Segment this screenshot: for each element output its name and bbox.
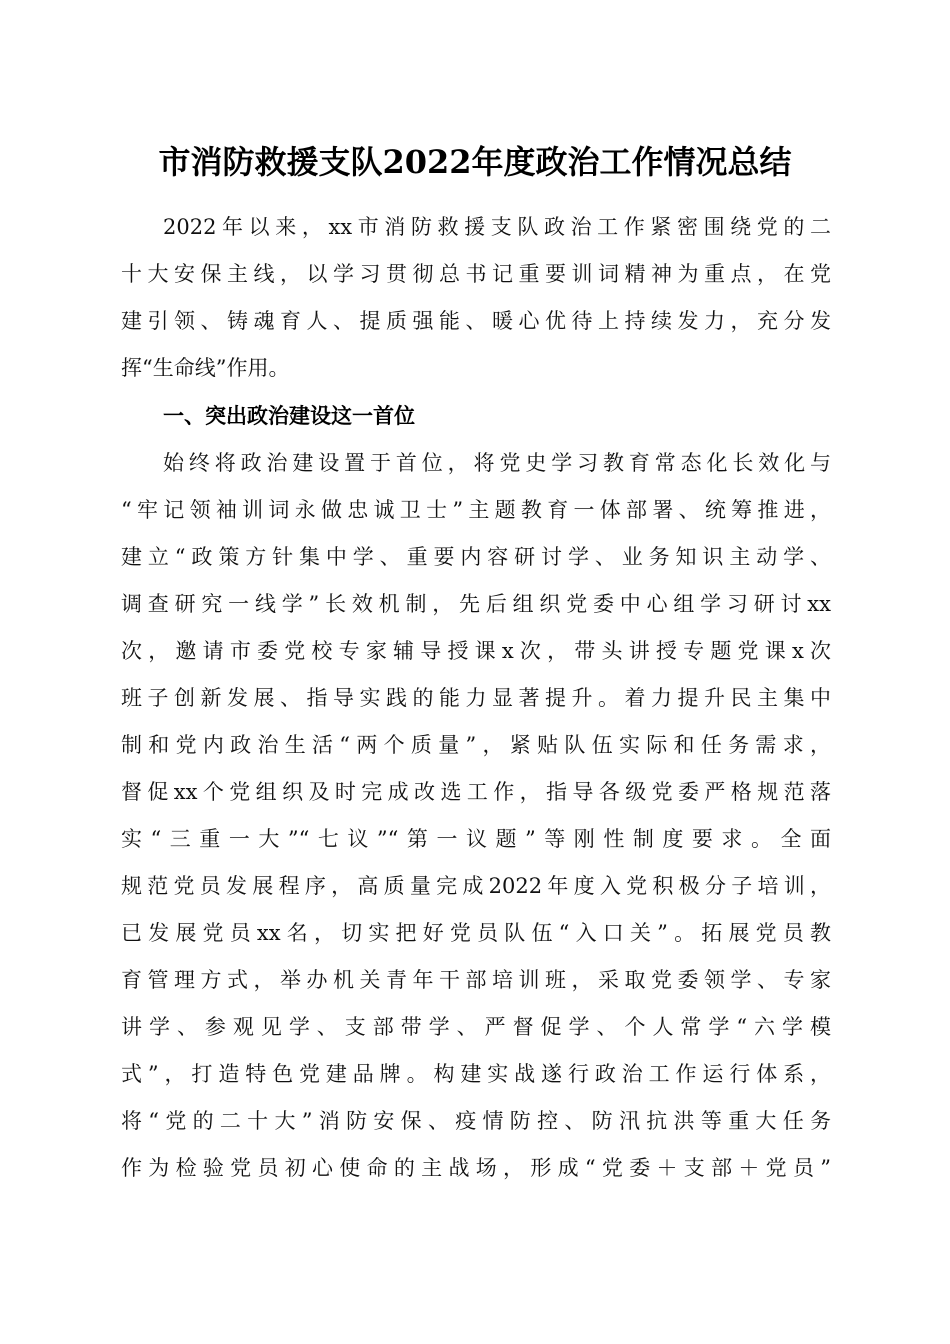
body-line: 讲学、参观见学、支部带学、严督促学、个人常学“六学模: [121, 1015, 831, 1039]
intro-line: 挥“生命线”作用。: [121, 356, 290, 380]
intro-line: 十大安保主线，以学习贯彻总书记重要训词精神为重点，在党: [121, 262, 831, 286]
body-line: 将“党的二十大”消防安保、疫情防控、防汛抗洪等重大任务: [121, 1109, 831, 1133]
body-line: 建立“政策方针集中学、重要内容研讨学、业务知识主动学、: [121, 545, 831, 569]
body-line: 已发展党员xx名，切实把好党员队伍“入口关”。拓展党员教: [121, 921, 831, 945]
body-line: 育管理方式，举办机关青年干部培训班，采取党委领学、专家: [121, 968, 831, 992]
body-line: 始终将政治建设置于首位，将党史学习教育常态化长效化与: [163, 451, 831, 475]
body-line: 实“三重一大”“七议”“第一议题”等刚性制度要求。全面: [121, 827, 831, 851]
intro-line: 2022年以来，xx市消防救援支队政治工作紧密围绕党的二: [163, 215, 831, 239]
body-line: 作为检验党员初心使命的主战场，形成“党委＋支部＋党员”: [121, 1156, 831, 1180]
body-line: 式”，打造特色党建品牌。构建实战遂行政治工作运行体系，: [121, 1062, 831, 1086]
body-line: 规范党员发展程序，高质量完成2022年度入党积极分子培训，: [121, 874, 831, 898]
document-title: 市消防救援支队2022年度政治工作情况总结: [158, 143, 792, 181]
body-line: 调查研究一线学”长效机制，先后组织党委中心组学习研讨xx: [121, 592, 831, 616]
body-line: 督促xx个党组织及时完成改选工作，指导各级党委严格规范落: [121, 780, 831, 804]
section-heading: 一、突出政治建设这一首位: [163, 404, 415, 428]
body-line: 次，邀请市委党校专家辅导授课x次，带头讲授专题党课x次: [121, 639, 831, 663]
body-line: “牢记领袖训词永做忠诚卫士”主题教育一体部署、统筹推进，: [121, 498, 831, 522]
body-line: 制和党内政治生活“两个质量”，紧贴队伍实际和任务需求，: [121, 733, 831, 757]
intro-line: 建引领、铸魂育人、提质强能、暖心优待上持续发力，充分发: [121, 309, 831, 333]
body-line: 班子创新发展、指导实践的能力显著提升。着力提升民主集中: [121, 686, 831, 710]
